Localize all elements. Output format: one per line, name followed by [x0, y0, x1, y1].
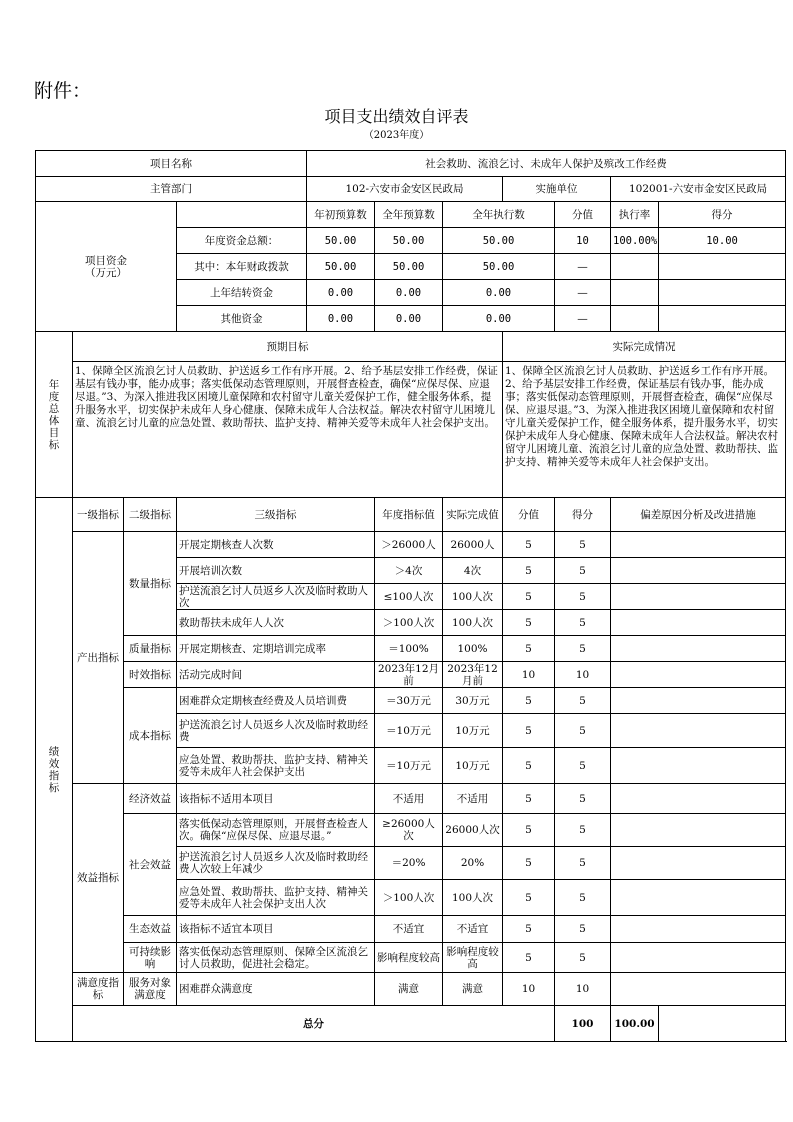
indicator-got: 5 [555, 784, 611, 814]
department-row [36, 177, 786, 202]
indicator-score: 5 [503, 714, 555, 748]
indicator-score: 5 [503, 584, 555, 610]
indicator-deviation [611, 584, 786, 610]
indicator-got: 5 [555, 558, 611, 584]
level2-sustain: 可持续影响 [124, 943, 177, 973]
indicator-got: 5 [555, 636, 611, 662]
indicator-score: 5 [503, 943, 555, 973]
indicator-actual: 26000人次 [443, 814, 503, 847]
indicator-name: 活动完成时间 [177, 662, 375, 688]
project-name-row [36, 151, 786, 177]
indicator-name: 落实低保动态管理原则，开展督查检查人次。确保“应保尽保、应退尽退。” [177, 814, 375, 847]
indicator-target: ＞26000人 [375, 532, 443, 558]
indicator-got: 10 [555, 662, 611, 688]
level2-economic: 经济效益 [124, 784, 177, 814]
total-score: 100 [555, 1006, 611, 1042]
col-rate: 执行率 [611, 202, 659, 228]
col-score: 分值 [503, 498, 555, 532]
indicator-got: 10 [555, 973, 611, 1006]
funds-full: 0.00 [375, 280, 443, 306]
indicator-actual: 满意 [443, 973, 503, 1006]
indicator-target: 2023年12月前 [375, 662, 443, 688]
indicator-deviation [611, 847, 786, 880]
indicator-actual: 20% [443, 847, 503, 880]
level2-social: 社会效益 [124, 814, 177, 916]
indicator-got: 5 [555, 943, 611, 973]
col-level3: 三级指标 [177, 498, 375, 532]
indicator-name: 护送流浪乞讨人员返乡人次及临时救助人次 [177, 584, 375, 610]
indicator-got: 5 [555, 880, 611, 916]
indicator-deviation [611, 662, 786, 688]
project-name-label: 项目名称 [36, 151, 307, 177]
indicator-deviation [611, 714, 786, 748]
expected-goal-header: 预期目标 [73, 332, 503, 362]
funds-got: 10.00 [659, 228, 786, 254]
funds-got [659, 306, 786, 332]
indicator-got: 5 [555, 714, 611, 748]
indicator-target: 满意 [375, 973, 443, 1006]
indicator-got: 5 [555, 584, 611, 610]
indicator-score: 5 [503, 610, 555, 636]
funds-init: 0.00 [307, 280, 375, 306]
indicator-score: 10 [503, 973, 555, 1006]
indicator-score: 5 [503, 636, 555, 662]
col-got: 得分 [659, 202, 786, 228]
indicator-score: 10 [503, 662, 555, 688]
indicator-target: ≥26000人次 [375, 814, 443, 847]
indicator-actual: 不适宜 [443, 916, 503, 943]
funds-row-name: 上年结转资金 [177, 280, 307, 306]
level2-eco: 生态效益 [124, 916, 177, 943]
funds-exec: 50.00 [443, 254, 555, 280]
funds-full: 50.00 [375, 228, 443, 254]
indicator-got: 5 [555, 532, 611, 558]
col-init-budget: 年初预算数 [307, 202, 375, 228]
indicator-deviation [611, 532, 786, 558]
level2-cost: 成本指标 [124, 688, 177, 784]
indicator-deviation [611, 688, 786, 714]
actual-goal-text: 1、保障全区流浪乞讨人员救助、护送返乡工作有序开展。2、给予基层安排工作经费，保证基层有钱办事，能办成事；落实低保动态管理原则，开展督查检查，确保“应保尽保、应退尽退。”3、为深入推进我区困境儿童保障和农村留守儿童关爱保护工作，健全服务体系，提升服务水平，切实保护未成年人身心健康、保障未成年人合法权益。解决农村留守儿困境儿童、流浪乞讨儿童的应急处置、救助帮扶、监护支持、精神关爱等未成年人社会保护支出。 [503, 362, 786, 498]
col-deviation: 偏差原因分析及改进措施 [611, 498, 786, 532]
indicator-target: 不适用 [375, 784, 443, 814]
indicator-row [36, 532, 786, 558]
level1-output: 产出指标 [73, 532, 124, 784]
indicator-row [36, 814, 786, 847]
impl-label: 实施单位 [503, 177, 611, 202]
indicator-deviation [611, 973, 786, 1006]
indicator-row [36, 784, 786, 814]
funds-score: — [555, 306, 611, 332]
attachment-label: 附件： [34, 80, 92, 102]
indicator-actual: 10万元 [443, 714, 503, 748]
indicator-header-row [36, 498, 786, 532]
indicator-target: ＞100人次 [375, 610, 443, 636]
indicator-name: 救助帮扶未成年人人次 [177, 610, 375, 636]
indicator-row [36, 636, 786, 662]
indicator-target: ＞4次 [375, 558, 443, 584]
indicator-score: 5 [503, 784, 555, 814]
indicator-name: 困难群众定期核查经费及人员培训费 [177, 688, 375, 714]
indicator-name: 应急处置、救助帮扶、监护支持、精神关爱等未成年人社会保护支出 [177, 748, 375, 784]
funds-full: 50.00 [375, 254, 443, 280]
funds-got [659, 280, 786, 306]
col-level2: 二级指标 [124, 498, 177, 532]
indicator-target: 不适宜 [375, 916, 443, 943]
indicator-got: 5 [555, 748, 611, 784]
col-exec: 全年执行数 [443, 202, 555, 228]
funds-full: 0.00 [375, 306, 443, 332]
project-name-value: 社会救助、流浪乞讨、未成年人保护及殡改工作经费 [307, 151, 786, 177]
indicator-target: ＞100人次 [375, 880, 443, 916]
indicator-score: 5 [503, 688, 555, 714]
indicator-name: 开展培训次数 [177, 558, 375, 584]
indicator-deviation [611, 610, 786, 636]
indicator-deviation [611, 880, 786, 916]
indicator-name: 护送流浪乞讨人员返乡人次及临时救助经费 [177, 714, 375, 748]
indicator-deviation [611, 636, 786, 662]
indicator-name: 困难群众满意度 [177, 973, 375, 1006]
indicator-score: 5 [503, 558, 555, 584]
indicator-target: 影响程度较高 [375, 943, 443, 973]
indicator-got: 5 [555, 916, 611, 943]
impl-value: 102001-六安市金安区民政局 [611, 177, 786, 202]
indicator-deviation [611, 784, 786, 814]
goals-row [36, 362, 786, 498]
indicator-name: 应急处置、救助帮扶、监护支持、精神关爱等未成年人社会保护支出人次 [177, 880, 375, 916]
goals-label: 年度总体目标 [36, 332, 73, 498]
funds-score: — [555, 280, 611, 306]
indicators-label: 绩效指标 [36, 498, 73, 1042]
funds-exec: 50.00 [443, 228, 555, 254]
form-subtitle: （2023年度） [363, 130, 430, 141]
indicator-target: ＝10万元 [375, 714, 443, 748]
indicator-actual: 26000人 [443, 532, 503, 558]
self-evaluation-table [35, 150, 786, 1042]
indicator-score: 5 [503, 748, 555, 784]
indicator-actual: 100人次 [443, 610, 503, 636]
col-target: 年度指标值 [375, 498, 443, 532]
form-title: 项目支出绩效自评表 [324, 107, 469, 126]
indicator-got: 5 [555, 814, 611, 847]
indicator-target: ＝30万元 [375, 688, 443, 714]
indicator-target: ＝10万元 [375, 748, 443, 784]
indicator-actual: 2023年12月前 [443, 662, 503, 688]
indicator-row [36, 943, 786, 973]
indicator-row [36, 973, 786, 1006]
col-full-budget: 全年预算数 [375, 202, 443, 228]
indicator-score: 5 [503, 532, 555, 558]
funds-got [659, 254, 786, 280]
actual-goal-header: 实际完成情况 [503, 332, 786, 362]
dept-label: 主管部门 [36, 177, 307, 202]
indicator-name: 护送流浪乞讨人员返乡人次及临时救助经费人次较上年减少 [177, 847, 375, 880]
indicator-row [36, 662, 786, 688]
indicator-deviation [611, 558, 786, 584]
indicator-row [36, 688, 786, 714]
col-actual: 实际完成值 [443, 498, 503, 532]
funds-row-name: 其他资金 [177, 306, 307, 332]
indicator-target: ＝20% [375, 847, 443, 880]
level1-satisfaction: 满意度指标 [73, 973, 124, 1006]
indicator-deviation [611, 943, 786, 973]
total-row [36, 1006, 786, 1042]
level2-service: 服务对象满意度 [124, 973, 177, 1006]
funds-rate: 100.00% [611, 228, 659, 254]
indicator-got: 5 [555, 688, 611, 714]
indicator-name: 该指标不适用本项目 [177, 784, 375, 814]
indicator-deviation [611, 916, 786, 943]
level2-quantity: 数量指标 [124, 532, 177, 636]
indicator-name: 该指标不适宜本项目 [177, 916, 375, 943]
indicator-actual: 不适用 [443, 784, 503, 814]
funds-header-row [36, 202, 786, 228]
total-deviation [659, 1006, 786, 1042]
indicator-deviation [611, 814, 786, 847]
expected-goal-text: 1、保障全区流浪乞讨人员救助、护送返乡工作有序开展。2、给予基层安排工作经费，保证基层有钱办事，能办成事；落实低保动态管理原则，开展督查检查，确保“应保尽保、应退尽退。”3、为深入推进我区困境儿童保障和农村留守儿童关爱保护工作，健全服务体系，提升服务水平，切实保护未成年人身心健康、保障未成年人合法权益。解决农村留守儿困境儿童、流浪乞讨儿童的应急处置、救助帮扶、监护支持、精神关爱等未成年人社会保护支出。 [73, 362, 503, 498]
funds-score: — [555, 254, 611, 280]
indicator-deviation [611, 748, 786, 784]
level2-time: 时效指标 [124, 662, 177, 688]
funds-label-line1: 项目资金 [85, 254, 127, 267]
col-score: 分值 [555, 202, 611, 228]
indicator-actual: 100人次 [443, 880, 503, 916]
col-level1: 一级指标 [73, 498, 124, 532]
indicator-score: 5 [503, 880, 555, 916]
indicator-score: 5 [503, 916, 555, 943]
indicator-name: 开展定期核查、定期培训完成率 [177, 636, 375, 662]
funds-rate [611, 254, 659, 280]
indicator-got: 5 [555, 610, 611, 636]
funds-blank-header [177, 202, 307, 228]
indicator-actual: 10万元 [443, 748, 503, 784]
indicator-name: 落实低保动态管理原则、保障全区流浪乞讨人员救助，促进社会稳定。 [177, 943, 375, 973]
indicator-score: 5 [503, 814, 555, 847]
funds-init: 50.00 [307, 228, 375, 254]
indicator-actual: 100% [443, 636, 503, 662]
total-label: 总分 [73, 1006, 555, 1042]
funds-init: 0.00 [307, 306, 375, 332]
indicator-target: ＝100% [375, 636, 443, 662]
indicator-score: 5 [503, 847, 555, 880]
indicator-actual: 100人次 [443, 584, 503, 610]
level1-effect: 效益指标 [73, 784, 124, 973]
funds-label-line2: （万元） [85, 266, 127, 279]
level2-quality: 质量指标 [124, 636, 177, 662]
goals-header-row [36, 332, 786, 362]
funds-label [36, 202, 177, 332]
indicator-actual: 4次 [443, 558, 503, 584]
indicator-actual: 影响程度较高 [443, 943, 503, 973]
funds-score: 10 [555, 228, 611, 254]
funds-init: 50.00 [307, 254, 375, 280]
funds-rate [611, 306, 659, 332]
indicator-target: ≤100人次 [375, 584, 443, 610]
indicator-name: 开展定期核查人次数 [177, 532, 375, 558]
dept-value: 102-六安市金安区民政局 [307, 177, 503, 202]
funds-row-name: 年度资金总额： [177, 228, 307, 254]
indicator-row [36, 916, 786, 943]
total-got: 100.00 [611, 1006, 659, 1042]
indicator-actual: 30万元 [443, 688, 503, 714]
indicator-got: 5 [555, 847, 611, 880]
funds-exec: 0.00 [443, 306, 555, 332]
col-got: 得分 [555, 498, 611, 532]
funds-rate [611, 280, 659, 306]
funds-exec: 0.00 [443, 280, 555, 306]
funds-row-name: 其中：本年财政拨款 [177, 254, 307, 280]
